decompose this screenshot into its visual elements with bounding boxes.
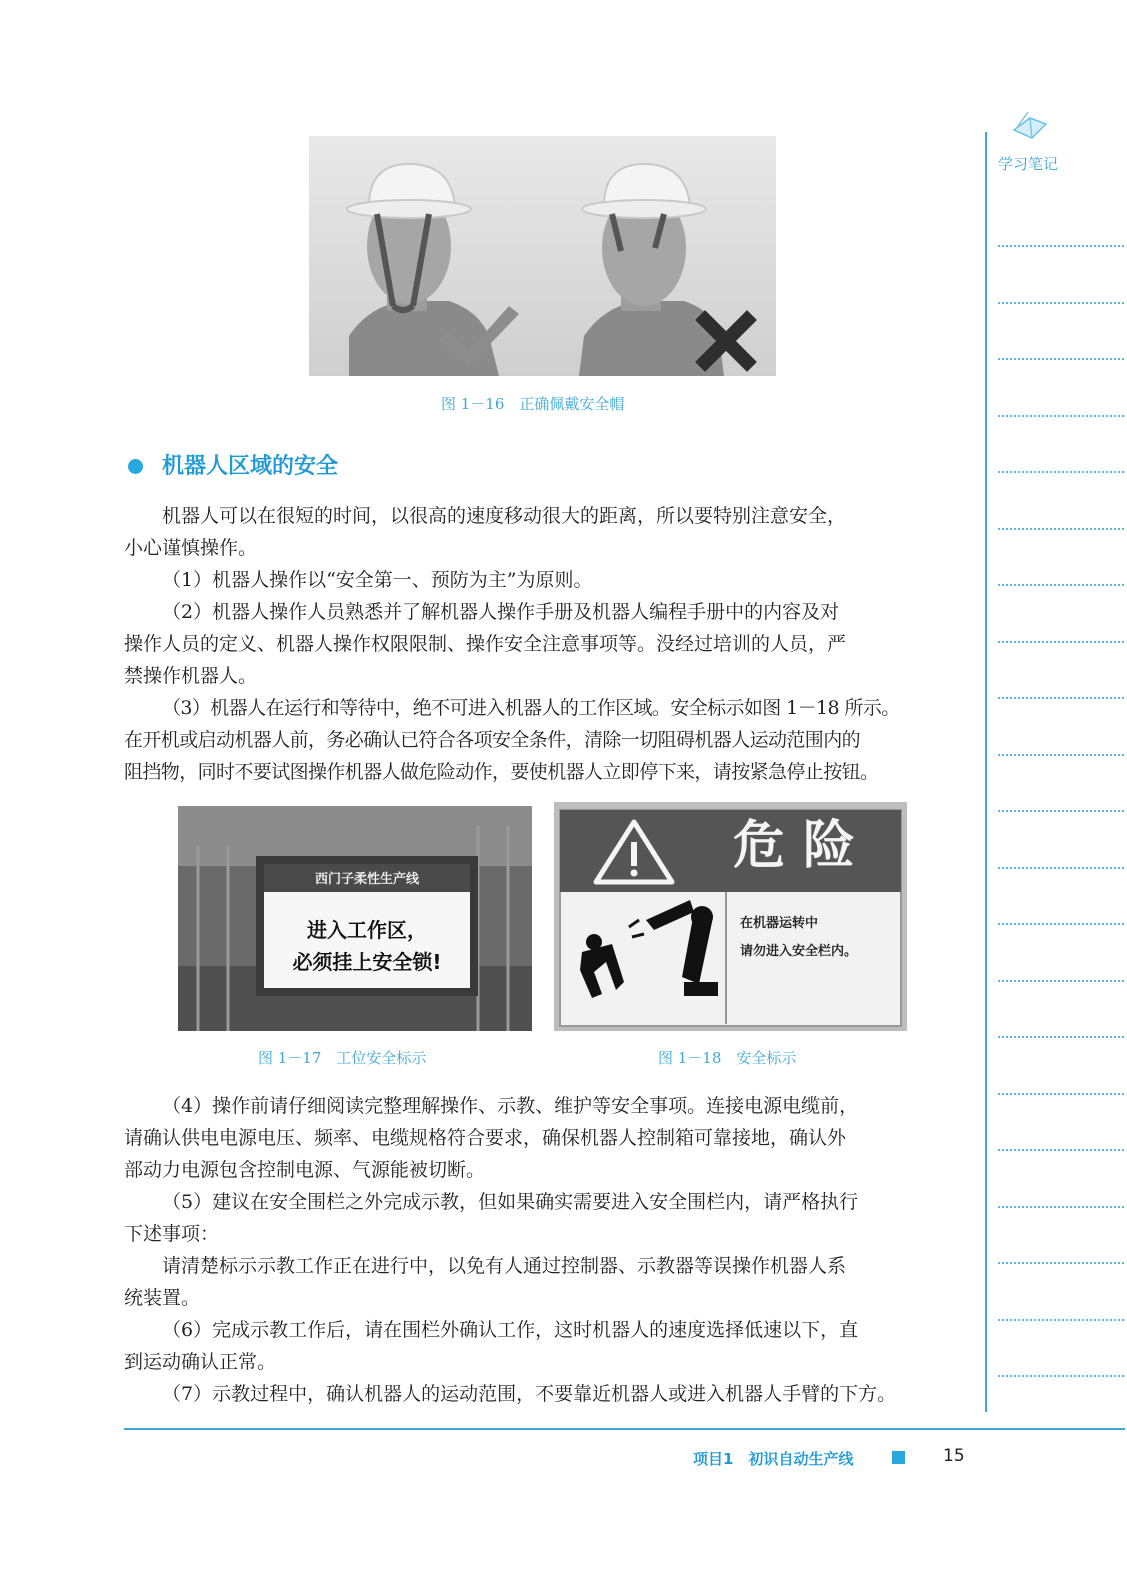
paragraph-4 <box>124 1090 962 1186</box>
note-line <box>998 1319 1124 1321</box>
text-line: 禁操作机器人。 <box>124 665 258 687</box>
paragraph-1 <box>124 564 962 596</box>
note-line <box>998 528 1124 530</box>
figure-caption-1-18: 图 1－18 安全标示 <box>658 1049 797 1067</box>
text-line: （3）机器人在运行和等待中，绝不可进入机器人的工作区域。安全标示如图 1－18 所示。 <box>162 697 900 719</box>
note-line <box>998 697 1124 699</box>
footer-square-icon <box>892 1451 905 1464</box>
text-line: 请清楚标示示教工作正在进行中，以免有人通过控制器、示教器等误操作机器人系 <box>162 1255 847 1277</box>
note-line <box>998 1375 1124 1377</box>
footer-rule <box>124 1428 1125 1430</box>
note-line <box>998 923 1124 925</box>
text-line: （4）操作前请仔细阅读完整理解操作、示教、维护等安全事项。连接电源电缆前， <box>162 1095 859 1117</box>
text-line: 机器人可以在很短的时间，以很高的速度移动很大的距离，所以要特别注意安全， <box>162 505 847 527</box>
note-line <box>998 1149 1124 1151</box>
helmet-illustration <box>309 136 776 376</box>
note-line <box>998 358 1124 360</box>
sign-text-line-2: 请勿进入安全栏内。 <box>740 944 858 959</box>
text-line: 操作人员的定义、机器人操作权限限制、操作安全注意事项等。没经过培训的人员，严 <box>124 633 847 655</box>
section-title: 机器人区域的安全 <box>162 453 339 479</box>
note-line <box>998 980 1124 982</box>
text-line: （2）机器人操作人员熟悉并了解机器人操作手册及机器人编程手册中的内容及对 <box>162 601 840 623</box>
note-line <box>998 867 1124 869</box>
text-line: 统装置。 <box>124 1287 201 1309</box>
footer-chapter-title: 项目1 初识自动生产线 <box>693 1450 854 1468</box>
paragraph-5 <box>124 1186 962 1250</box>
sign-text-line-1: 在机器运转中 <box>740 916 819 931</box>
text-line: （7）示教过程中，确认机器人的运动范围，不要靠近机器人或进入机器人手臂的下方。 <box>162 1383 897 1405</box>
text-line: 小心谨慎操作。 <box>124 537 258 559</box>
paragraph-7 <box>124 1378 962 1410</box>
figure-danger-sign-photo <box>554 802 907 1031</box>
note-line <box>998 415 1124 417</box>
note-line <box>998 1036 1124 1038</box>
text-line: （6）完成示教工作后，请在围栏外确认工作，这时机器人的速度选择低速以下，直 <box>162 1319 859 1341</box>
paragraph-intro <box>124 500 962 564</box>
paragraph-6 <box>124 1314 962 1378</box>
notes-book-icon <box>1010 108 1050 144</box>
sign-header-text: 西门子柔性生产线 <box>314 872 419 887</box>
figure-workstation-sign-photo <box>178 806 532 1031</box>
note-line <box>998 641 1124 643</box>
text-line: 阻挡物，同时不要试图操作机器人做危险动作，要使机器人立即停下来，请按紧急停止按钮。 <box>124 761 879 783</box>
figure-caption-1-16: 图 1－16 正确佩戴安全帽 <box>441 395 625 413</box>
section-bullet-icon <box>128 459 143 474</box>
note-line <box>998 245 1124 247</box>
text-line: （1）机器人操作以“安全第一、预防为主”为原则。 <box>162 569 593 591</box>
text-line: 部动力电源包含控制电源、气源能被切断。 <box>124 1159 486 1181</box>
text-line: （5）建议在安全围栏之外完成示教，但如果确实需要进入安全围栏内，请严格执行 <box>162 1191 859 1213</box>
note-line <box>998 754 1124 756</box>
sign-title-text: 危 险 <box>732 816 856 876</box>
text-line: 到运动确认正常。 <box>124 1351 277 1373</box>
text-line: 在开机或启动机器人前，务必确认已符合各项安全条件，清除一切阻碍机器人运动范围内的 <box>124 729 861 751</box>
paragraph-5-detail <box>124 1250 962 1314</box>
sign-line-1: 进入工作区， <box>307 918 427 942</box>
note-line <box>998 810 1124 812</box>
text-line: 下述事项： <box>124 1223 220 1245</box>
person-incorrect <box>579 164 724 376</box>
page-number: 15 <box>943 1446 965 1466</box>
figure-helmet-photo <box>309 136 776 376</box>
figure-caption-1-17: 图 1－17 工位安全标示 <box>258 1049 427 1067</box>
text-line: 请确认供电电源电压、频率、电缆规格符合要求，确保机器人控制箱可靠接地，确认外 <box>124 1127 847 1149</box>
paragraph-2 <box>124 596 962 692</box>
note-line <box>998 584 1124 586</box>
notes-title: 学习笔记 <box>998 155 1059 173</box>
sign-line-2: 必须挂上安全锁! <box>292 950 442 974</box>
note-line <box>998 1093 1124 1095</box>
notes-column-rule <box>985 132 987 1412</box>
note-line <box>998 471 1124 473</box>
note-line <box>998 1206 1124 1208</box>
paragraph-3 <box>124 692 962 788</box>
note-line <box>998 1262 1124 1264</box>
note-line <box>998 302 1124 304</box>
